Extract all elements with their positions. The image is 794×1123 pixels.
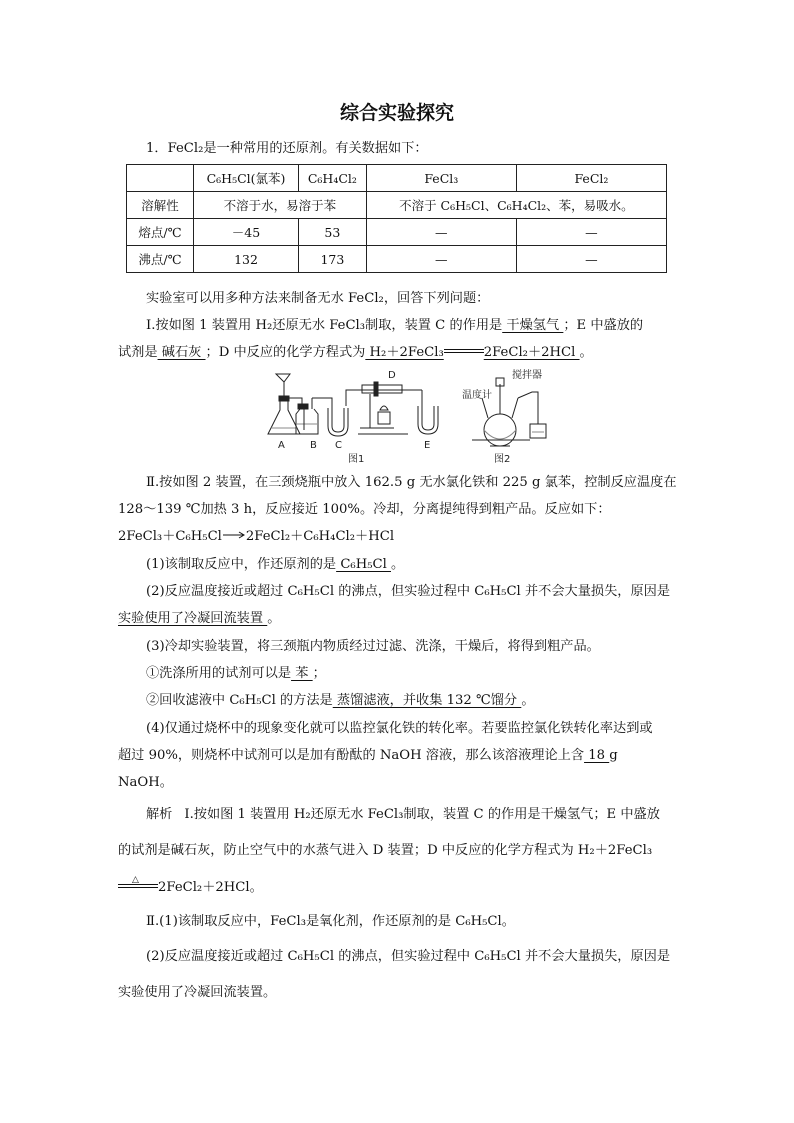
question-2-3b: ②回收滤液中 C₆H₅Cl 的方法是 蒸馏滤液，并收集 132 ℃馏分 。 [146, 693, 535, 708]
burner [378, 412, 390, 424]
beaker [530, 424, 546, 438]
table-header-cell: FeCl₃ [366, 165, 516, 192]
table-cell: 53 [299, 219, 367, 246]
label-c: C [335, 440, 342, 451]
row-label: 溶解性 [127, 192, 194, 219]
answer-blank: C₆H₅Cl [336, 557, 391, 572]
table-row-melting-point [127, 219, 667, 246]
caption-fig2: 图2 [494, 454, 511, 465]
page-title: 综合实验探究 [339, 102, 454, 124]
table-cell: 132 [194, 246, 299, 273]
part2-line2: 128～139 ℃加热 3 h，反应接近 100%。冷却，分离提纯得到粗产品。反应如下： [118, 502, 611, 517]
table-cell: －45 [194, 219, 299, 246]
answer-blank: 实验使用了冷凝回流装置 [118, 611, 268, 626]
table-header-cell: C₆H₅Cl(氯苯) [194, 165, 299, 192]
data-table [126, 164, 667, 273]
answer-blank: 苯 [291, 666, 313, 681]
question-2-3a: ①洗涤所用的试剂可以是 苯 ； [146, 666, 326, 681]
table-cell: 173 [299, 246, 367, 273]
question-1-intro: 1．FeCl₂是一种常用的还原剂。有关数据如下： [146, 141, 428, 156]
lab-intro: 实验室可以用多种方法来制备无水 FeCl₂，回答下列问题： [146, 291, 490, 306]
thermometer [482, 398, 488, 418]
reaction-arrow-icon [222, 529, 246, 541]
label-e: E [424, 440, 431, 451]
row-label: 沸点/℃ [127, 246, 194, 273]
question-2-4-line2: 超过 90%，则烧杯中试剂可以是加有酚酞的 NaOH 溶液，那么该溶液理论上含 18 g [118, 748, 618, 763]
table-cell: — [516, 246, 666, 273]
answer-blank: 蒸馏滤液，并收集 132 ℃馏分 [332, 693, 522, 708]
analysis-line6: 实验使用了冷凝回流装置。 [118, 985, 277, 1000]
label-d: D [388, 370, 396, 381]
row-label: 熔点/℃ [127, 219, 194, 246]
question-2-3: (3)冷却实验装置，将三颈瓶内物质经过过滤、洗涤，干燥后，将得到粗产品。 [146, 639, 600, 654]
analysis-line3: △ 2FeCl₂＋2HCl。 [118, 876, 680, 898]
part1-line2: 试剂是 碱石灰 ；D 中反应的化学方程式为 H₂＋2FeCl₃ 2FeCl₂＋2HCl 。 [118, 345, 593, 360]
heating-equals-sign: △ [118, 876, 158, 894]
table-header-cell: FeCl₂ [516, 165, 666, 192]
label-thermometer: 温度计 [462, 390, 492, 401]
answer-blank: H₂＋2FeCl₃ 2FeCl₂＋2HCl [365, 345, 580, 360]
question-2-2-line1: (2)反应温度接近或超过 C₆H₅Cl 的沸点，但实验过程中 C₆H₅Cl 并不会大量损失，原因是 [146, 584, 671, 599]
analysis-line1: 解析 Ⅰ.按如图 1 装置用 H₂还原无水 FeCl₃制取，装置 C 的作用是干燥氢气；E 中盛放 [146, 807, 660, 822]
funnel [276, 374, 290, 382]
part2-line1: Ⅱ.按如图 2 装置，在三颈烧瓶中放入 162.5 g 无水氯化铁和 225 g 氯苯，控制反应温度在 [146, 475, 677, 490]
label-b: B [310, 440, 317, 451]
table-cell: — [516, 219, 666, 246]
analysis-label: 解析 [146, 807, 173, 822]
label-a: A [278, 440, 285, 451]
question-2-1: (1)该制取反应中，作还原剂的是 C₆H₅Cl 。 [146, 557, 405, 572]
analysis-line5: (2)反应温度接近或超过 C₆H₅Cl 的沸点，但实验过程中 C₆H₅Cl 并不会大量损失，原因是 [146, 949, 671, 964]
table-cell: 不溶于 C₆H₅Cl、C₆H₄Cl₂、苯，易吸水。 [366, 192, 666, 219]
tube-d [362, 385, 402, 393]
caption-fig1: 图1 [348, 454, 365, 465]
reaction-equation: 2FeCl₃＋C₆H₅Cl 2FeCl₂＋C₆H₄Cl₂＋HCl [118, 529, 395, 544]
answer-blank: 碱石灰 [157, 345, 206, 360]
flask-a [268, 401, 300, 434]
question-2-4-line3: NaOH。 [118, 775, 173, 790]
part1-line1: Ⅰ.按如图 1 装置用 H₂还原无水 FeCl₃制取，装置 C 的作用是 干燥氢气 ；E 中盛放的 [146, 318, 644, 333]
analysis-line2: 的试剂是碱石灰，防止空气中的水蒸气进入 D 装置；D 中反应的化学方程式为 H₂＋2FeCl₃ [118, 843, 653, 858]
table-header-row [127, 165, 667, 192]
table-cell: 不溶于水，易溶于苯 [194, 192, 367, 219]
apparatus-figure [262, 368, 562, 466]
analysis-line4: Ⅱ.(1)该制取反应中，FeCl₃是氧化剂，作还原剂的是 C₆H₅Cl。 [146, 914, 515, 929]
table-header-cell: C₆H₄Cl₂ [299, 165, 367, 192]
table-header-cell [127, 165, 194, 192]
table-cell: — [366, 246, 516, 273]
label-stirrer: 搅拌器 [512, 370, 542, 381]
reaction-equals-sign [444, 344, 484, 358]
three-neck-flask [484, 414, 516, 446]
table-row-boiling-point [127, 246, 667, 273]
answer-blank: 18 [584, 748, 610, 763]
question-2-2-line2: 实验使用了冷凝回流装置 。 [118, 611, 281, 626]
table-row-solubility [127, 192, 667, 219]
bottle-b [296, 409, 318, 434]
question-2-4-line1: (4)仅通过烧杯中的现象变化就可以监控氯化铁的转化率。若要监控氯化铁转化率达到或 [146, 721, 653, 736]
answer-blank: 干燥氢气 [502, 318, 564, 333]
table-cell: — [366, 219, 516, 246]
